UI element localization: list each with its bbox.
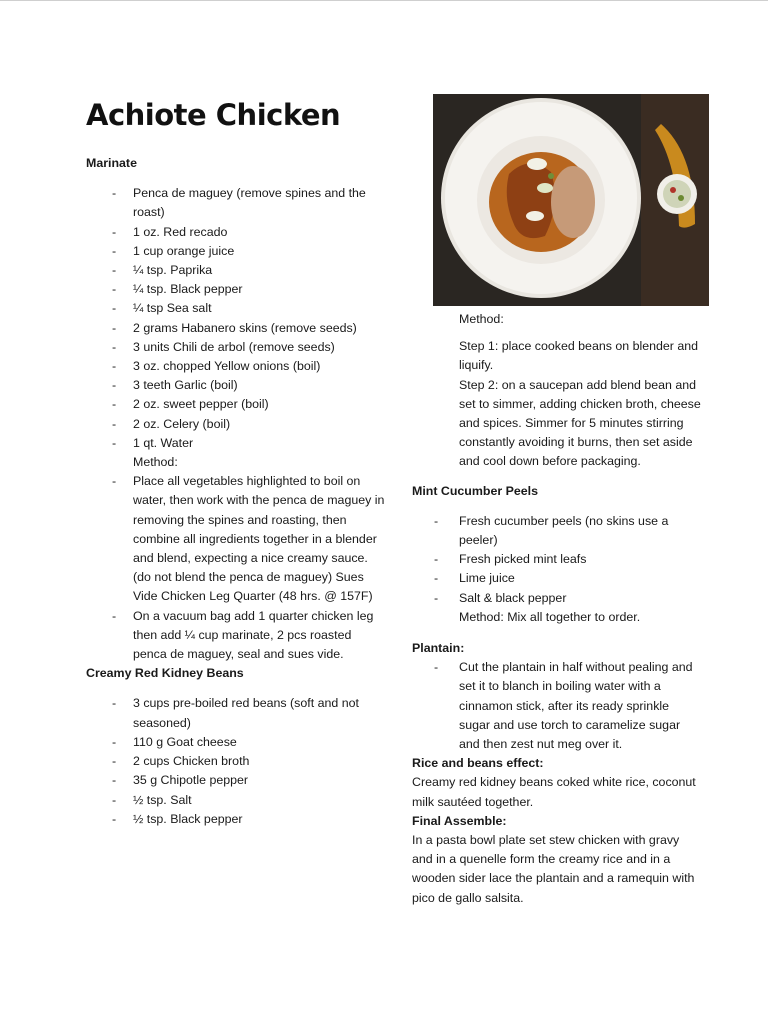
list-item: - 3 cups pre-boiled red beans (soft and not seasoned) bbox=[112, 696, 359, 730]
list-item: - 3 teeth Garlic (boil) bbox=[86, 376, 386, 395]
bullet-dash: - bbox=[112, 696, 117, 711]
bullet-dash: - bbox=[434, 552, 439, 567]
list-item: - Fresh picked mint leafs bbox=[412, 550, 702, 569]
bullet-dash: - bbox=[112, 301, 117, 316]
marinate-ingredients bbox=[86, 184, 386, 453]
bullet-dash: - bbox=[112, 378, 117, 393]
bullet-dash: - bbox=[112, 811, 117, 826]
bullet-dash: - bbox=[434, 513, 439, 528]
list-item: - Fresh cucumber peels (no skins use a peeler) bbox=[434, 513, 669, 548]
mint-method: Method: Mix all together to order. bbox=[459, 609, 641, 624]
list-item: - ½ tsp. Salt bbox=[86, 791, 386, 810]
dish-photo bbox=[433, 94, 709, 306]
beans-heading: Creamy Red Kidney Beans bbox=[86, 666, 244, 681]
bullet-dash: - bbox=[434, 660, 439, 675]
list-item: - 2 oz. Celery (boil) bbox=[86, 415, 386, 434]
mint-ingredients bbox=[412, 512, 702, 608]
rice-heading: Rice and beans effect: bbox=[412, 756, 544, 771]
list-item: - 2 oz. sweet pepper (boil) bbox=[86, 395, 386, 414]
bullet-dash: - bbox=[112, 773, 117, 788]
bullet-dash: - bbox=[112, 263, 117, 278]
bullet-dash: - bbox=[112, 474, 117, 489]
list-item: - 1 qt. Water bbox=[86, 434, 386, 453]
list-item: - 2 cups Chicken broth bbox=[86, 752, 386, 771]
rice-text: Creamy red kidney beans coked white rice, coconut milk sautéed together. bbox=[412, 775, 696, 809]
page-title: Achiote Chicken bbox=[86, 98, 341, 132]
beans-ingredients bbox=[86, 694, 386, 828]
marinate-method-label: Method: bbox=[133, 455, 178, 470]
list-item: - ¼ tsp Sea salt bbox=[86, 299, 386, 318]
list-item: - ¼ tsp. Paprika bbox=[86, 261, 386, 280]
bullet-dash: - bbox=[112, 186, 117, 201]
bullet-dash: - bbox=[112, 792, 117, 807]
plantain-steps bbox=[412, 658, 702, 754]
bullet-dash: - bbox=[112, 359, 117, 374]
plantain-heading: Plantain: bbox=[412, 641, 465, 656]
bullet-dash: - bbox=[112, 435, 117, 450]
bullet-dash: - bbox=[112, 224, 117, 239]
list-item: - 35 g Chipotle pepper bbox=[86, 771, 386, 790]
bullet-dash: - bbox=[112, 608, 117, 623]
marinate-method-steps bbox=[86, 472, 386, 664]
bullet-dash: - bbox=[112, 243, 117, 258]
list-item: - 110 g Goat cheese bbox=[86, 733, 386, 752]
bullet-dash: - bbox=[112, 397, 117, 412]
left-column bbox=[86, 154, 386, 829]
bullet-dash: - bbox=[434, 590, 439, 605]
list-item: - Penca de maguey (remove spines and the roast) bbox=[112, 186, 366, 220]
list-item: - 2 grams Habanero skins (remove seeds) bbox=[86, 319, 386, 338]
bullet-dash: - bbox=[112, 339, 117, 354]
bullet-dash: - bbox=[112, 416, 117, 431]
marinate-heading: Marinate bbox=[86, 156, 137, 170]
final-heading: Final Assemble: bbox=[412, 813, 507, 828]
plated-dish-image bbox=[433, 94, 709, 306]
list-item: - Salt & black pepper bbox=[412, 589, 702, 608]
beans-step-1: Step 1: place cooked beans on blender and liquify. bbox=[459, 339, 699, 373]
list-item: - 3 oz. chopped Yellow onions (boil) bbox=[86, 357, 386, 376]
bullet-dash: - bbox=[112, 282, 117, 297]
list-item: - On a vacuum bag add 1 quarter chicken leg then add ¼ cup marinate, 2 pcs roasted penca de maguey, seal and sues vide. bbox=[112, 608, 374, 662]
list-item: - Lime juice bbox=[412, 569, 702, 588]
list-item: - 1 cup orange juice bbox=[86, 242, 386, 261]
list-item: - ½ tsp. Black pepper bbox=[86, 810, 386, 829]
mint-heading: Mint Cucumber Peels bbox=[412, 483, 538, 498]
bullet-dash: - bbox=[112, 754, 117, 769]
page-top-border bbox=[0, 0, 768, 1]
list-item: - 3 units Chili de arbol (remove seeds) bbox=[86, 338, 386, 357]
beans-method-label: Method: bbox=[459, 312, 504, 326]
bullet-dash: - bbox=[112, 734, 117, 749]
beans-step-2: Step 2: on a saucepan add blend bean and set to simmer, adding chicken broth, cheese and spices. Simmer for 5 minutes stirring constantly avoiding it burns, then set aside and cool down before packaging. bbox=[459, 377, 701, 469]
list-item: - 1 oz. Red recado bbox=[86, 223, 386, 242]
bullet-dash: - bbox=[112, 320, 117, 335]
bullet-dash: - bbox=[434, 571, 439, 586]
list-item: - Cut the plantain in half without pealing and set it to blanch in boiling water with a cinnamon stick, after its ready sprinkle sugar and use torch to caramelize sugar and then zest nut meg over it. bbox=[434, 660, 693, 752]
list-item: - Place all vegetables highlighted to boil on water, then work with the penca de maguey in removing the spines and roasting, then combine all ingredients together in a blender and blend, expecting a nice creamy sauce. (do not blend the penca de maguey) Sues Vide Chicken Leg Quarter (48 hrs. @ 157F) bbox=[112, 474, 385, 604]
list-item: - ¼ tsp. Black pepper bbox=[86, 280, 386, 299]
right-column bbox=[412, 310, 702, 908]
final-text: In a pasta bowl plate set stew chicken with gravy and in a quenelle form the creamy rice and in a wooden sider lace the plantain and a ramequin with pico de gallo salsita. bbox=[412, 833, 695, 905]
